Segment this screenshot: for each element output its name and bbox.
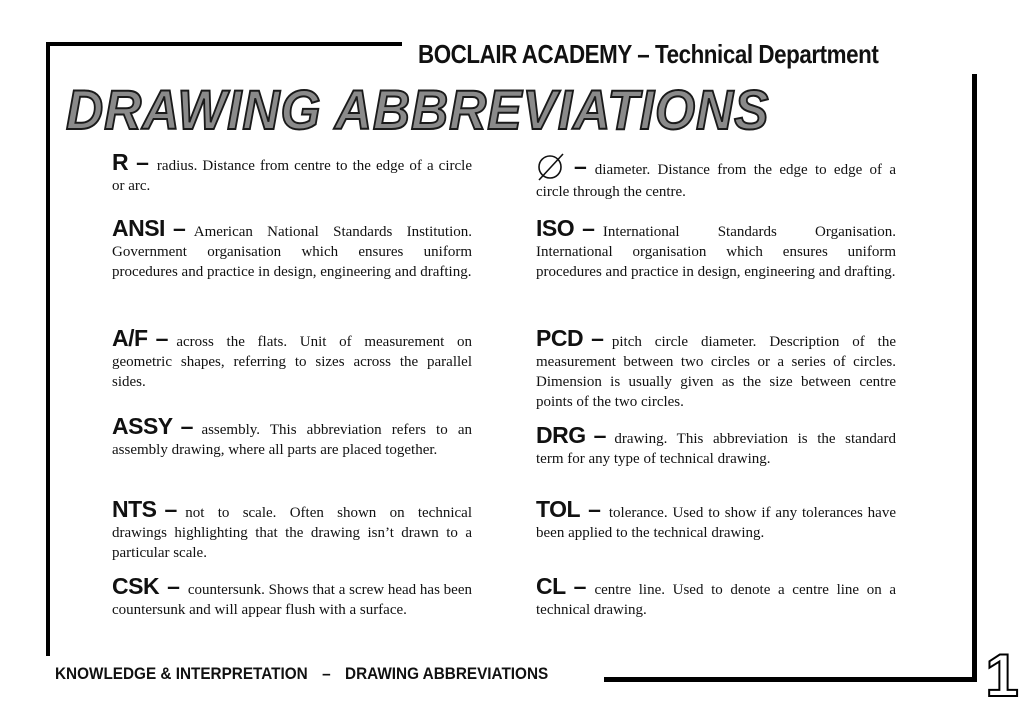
definition: across the flats. Unit of measurement on geometric shapes, referring to sizes across the parallel sides. xyxy=(112,334,472,390)
entry-af xyxy=(112,325,472,392)
abbreviation: R xyxy=(112,149,129,175)
definition: not to scale. Often shown on technical drawings highlighting that the drawing isn’t drawn to a particular scale. xyxy=(112,505,472,561)
frame-right-line xyxy=(972,74,977,682)
definition: assembly. This abbreviation refers to an assembly drawing, where all parts are placed together. xyxy=(112,422,472,458)
entry-cl xyxy=(536,573,896,620)
abbreviation: TOL xyxy=(536,496,581,522)
abbreviation: ASSY xyxy=(112,413,173,439)
frame-left-line xyxy=(46,42,50,656)
abbreviation: A/F xyxy=(112,325,148,351)
entry-iso xyxy=(536,215,896,282)
dash: – xyxy=(155,325,169,351)
dash: – xyxy=(573,573,587,599)
abbreviation: NTS xyxy=(112,496,157,522)
entry-csk xyxy=(112,573,472,620)
definition: radius. Distance from centre to the edge of a circle or arc. xyxy=(112,158,472,194)
page-number: 1 xyxy=(985,642,1019,709)
footer xyxy=(55,664,548,684)
department-header: BOCLAIR ACADEMY – Technical Department xyxy=(418,39,879,69)
dash: – xyxy=(180,413,194,439)
definition: drawing. This abbreviation is the standard term for any type of technical drawing. xyxy=(536,431,896,467)
dash: – xyxy=(167,573,180,599)
entry-nts xyxy=(112,496,472,563)
footer-dash: – xyxy=(322,664,331,683)
dash: – xyxy=(588,496,601,522)
definition: International Standards Organisation. International organisation which ensures uniform procedures and practice in design, engineering and drafting. xyxy=(536,224,896,280)
abbreviation: CL xyxy=(536,573,566,599)
entry-tol xyxy=(536,496,896,543)
diameter-symbol-icon xyxy=(536,152,566,182)
definition: countersunk. Shows that a screw head has been countersunk and will appear flush with a surface. xyxy=(112,582,472,618)
footer-topic: DRAWING ABBREVIATIONS xyxy=(345,664,549,683)
definition: tolerance. Used to show if any tolerances have been applied to the technical drawing. xyxy=(536,505,896,541)
definition: diameter. Distance from the edge to edge of a circle through the centre. xyxy=(536,162,896,200)
entry-assy xyxy=(112,413,472,460)
dash: – xyxy=(593,422,607,448)
definition: centre line. Used to denote a centre line on a technical drawing. xyxy=(536,582,896,618)
dash: – xyxy=(172,215,186,241)
abbreviation: DRG xyxy=(536,422,586,448)
page-title: DRAWING ABBREVIATIONS xyxy=(66,78,770,141)
entry-pcd xyxy=(536,325,896,412)
entry-diameter xyxy=(536,152,896,202)
abbreviation: ISO xyxy=(536,215,575,241)
abbreviation: ANSI xyxy=(112,215,165,241)
dash: – xyxy=(591,325,604,351)
definition: American National Standards Institution. Government organisation which ensures uniform procedures and practice in design, engineering and drafting. xyxy=(112,224,472,280)
abbreviation: CSK xyxy=(112,573,160,599)
dash: – xyxy=(136,149,149,175)
dash: – xyxy=(164,496,178,522)
entry-ansi xyxy=(112,215,472,282)
dash: – xyxy=(574,153,587,179)
entry-radius xyxy=(112,149,472,196)
frame-top-line xyxy=(46,42,402,46)
entry-drg xyxy=(536,422,896,469)
definition: pitch circle diameter. Description of the measurement between two circles or a series of circles. Dimension is usually given as the size between centre points of the two circles. xyxy=(536,334,896,410)
frame-bottom-line xyxy=(604,677,977,682)
dash: – xyxy=(582,215,595,241)
abbreviation: PCD xyxy=(536,325,584,351)
footer-section: KNOWLEDGE & INTERPRETATION xyxy=(55,664,308,683)
